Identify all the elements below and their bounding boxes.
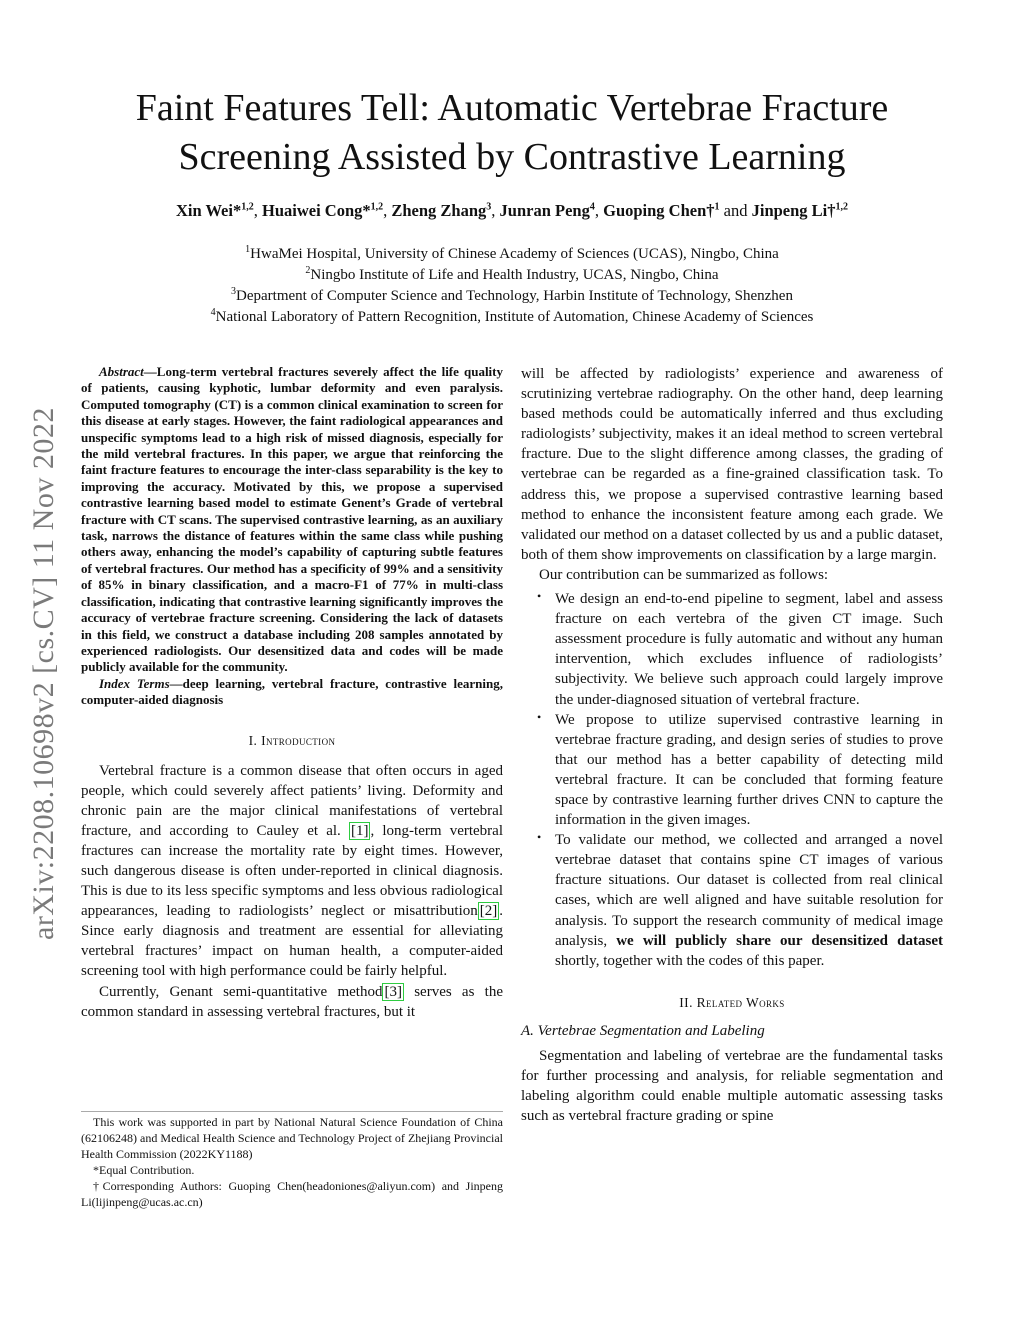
affiliation-1: $^1$HwaMei Hospital, University of Chinese Academy of Sciences (UCAS), Ningbo, China (245, 244, 779, 262)
list-item: • To validate our method, we collected and arranged a novel vertebrae dataset that contains spine CT images of various fracture situations. Our dataset is collected from real clinical cases, which are well aligned and have suitable resolution for analysis. To support the research community of medical image analysis, we will publicly share our desensitized dataset shortly, together with the codes of this paper. (537, 830, 943, 969)
segmentation-paragraph: Segmentation and labeling of vertebrae are the fundamental tasks for further processing and analysis, for reliable segmentation and labeling algorithm could enable multiple automatic assessing tasks such as vertebral fracture grading or spine (521, 1047, 943, 1125)
section-heading-related-works: II. Related Works (679, 994, 785, 1010)
affiliation-3: $^3$Department of Computer Science and Technology, Harbin Institute of Technology, Shenzhen (231, 286, 793, 304)
author-list: Xin Wei*$^{1,2}$, Huaiwei Cong*$^{1,2}$, Zheng Zhang$^3$, Junran Peng$^4$, Guoping Chen†$^1$ and Jinpeng Li†$^{1,2}$ (175, 201, 849, 220)
bullet-icon: • (537, 589, 542, 604)
footnote-funding: This work was supported in part by National Natural Science Foundation of China (62106248) and Medical Health Science and Technology Project of Zhejiang Provincial Health Commission (2022KY1188) (81, 1115, 503, 1161)
author-4: Junran Peng$^4$ (499, 201, 595, 220)
author-6: Jinpeng Li†$^{1,2}$ (751, 201, 849, 220)
paper-title (80, 84, 944, 182)
right-column (521, 364, 943, 1126)
author-conjunction: and (723, 201, 748, 220)
list-item: • We propose to utilize supervised contrastive learning in vertebrae fracture grading, and design series of studies to prove that our method has a better capability of detecting mild vertebral fracture. It can be concluded that forming feature space by contrastive learning further drives CNN to capture the information in the given images. (537, 709, 943, 829)
author-5: Guoping Chen†$^1$ (603, 201, 720, 220)
subsection-heading-segmentation: A. Vertebrae Segmentation and Labeling (521, 1022, 765, 1039)
intro-paragraph-continued: will be affected by radiologists’ experience and awareness of scrutinizing vertebrae radiography. On the other hand, deep learning based methods could be automatically inferred and thus excluding radiologists’ subjectivity, makes it an ideal method to screen vertebral fracture. Due to the slight difference among classes, the grading of vertebrae can be regarded as a fine-grained classification task. To address this, we propose a supervised contrastive learning based method to enhance the inconsistent feature among each grade. We validated our method on a dataset collected by us and a public dataset, both of them show improvements on classification by a large margin. (521, 366, 943, 563)
index-terms-text: —deep learning, vertebral fracture, contrastive learning, computer-aided diagnosis (81, 675, 503, 708)
footnote-corresponding-authors: †Corresponding Authors: Guoping Chen(headoniones@aliyun.com) and Jinpeng Li(lijinpeng@ucas.ac.cn) (81, 1179, 503, 1209)
citation-link-3[interactable]: [3] (384, 983, 402, 1000)
dataset-sharing-emphasis: we will publicly share our desensitized dataset (616, 932, 943, 949)
author-2: Huaiwei Cong*$^{1,2}$ (261, 201, 384, 220)
intro-paragraph-2: Currently, Genant semi-quantitative method [3] serves as the common standard in assessing vertebral fractures, but it (81, 983, 503, 1020)
abstract-text: —Long-term vertebral fractures severely affect the life quality of patients, causing kyphotic, lumbar deformity and even paralysis. Computed tomography (CT) is a common clinical examination to screen for this disease at early stages. However, the faint radiological appearances and unspecific symptoms lead to a high risk of missed diagnosis, especially for the mild vertebral fractures. In this paper, we argue that reinforcing the faint fracture features to encourage the inter-class separability is the key to improving the accuracy. Motivated by this, we propose a supervised contrastive learning based model to estimate Genent’s Grade of vertebral fracture with CT scans. The supervised contrastive learning, as an auxiliary task, narrows the distance of features within the same class while pushing others away, enhancing the model’s capability of capturing subtle features of vertebral fractures. Our method has a specificity of 99% and a sensitivity of 85% in binary classification, and a macro-F1 of 77% in multi-class classification, indicating that contrastive learning significantly improves the accuracy of vertebrae fracture screening. Considering the lack of datasets in this field, we construct a database including 208 samples annotated by experienced radiologists. Our desensitized data and codes will be made publicly available for the community. (81, 364, 503, 675)
index-terms (81, 676, 503, 709)
section-heading-introduction: I. Introduction (248, 732, 336, 748)
contribution-list (521, 589, 943, 971)
list-item: • We design an end-to-end pipeline to segment, label and assess fracture on each vertebra of the given CT image. Such assessment procedure is fully automatic and without any human intervention, which excludes influence of radiologists’ subjectivity. We believe such approach could largely improve the under-diagnosed situation of vertebral fracture. (537, 589, 943, 708)
abstract-label: Abstract (99, 364, 144, 379)
title-line-2: Screening Assisted by Contrastive Learning (178, 136, 846, 178)
index-terms-label: Index Terms (99, 675, 170, 691)
bullet-icon: • (537, 830, 542, 845)
affiliation-list (80, 244, 944, 328)
contribution-intro: Our contribution can be summarized as follows: (539, 566, 829, 583)
citation-link-2[interactable]: [2] (479, 903, 498, 920)
footnote-equal-contribution: *Equal Contribution. (93, 1163, 195, 1177)
arxiv-identifier: arXiv:2208.10698v2 [cs.CV] 11 Nov 2022 (27, 407, 60, 940)
abstract (81, 364, 503, 676)
title-line-1: Faint Features Tell: Automatic Vertebrae Fracture (135, 87, 889, 129)
footnotes (81, 1111, 503, 1210)
affiliation-2: $^2$Ningbo Institute of Life and Health Industry, UCAS, Ningbo, China (305, 265, 719, 283)
affiliation-4: $^4$National Laboratory of Pattern Recognition, Institute of Automation, Chinese Academy of Sciences (210, 307, 814, 325)
bullet-icon: • (537, 709, 542, 724)
left-column (81, 364, 503, 1022)
intro-paragraph-1: Vertebral fracture is a common disease that often occurs in aged people, which could severely affect patients’ living. Deformity and chronic pain are the major clinical manifestations of vertebral fracture, and according to Cauley et al. [1] , long-term vertebral fractures can increase the mortality rate by eight times. However, such dangerous disease is often under-reported in clinical diagnosis. This is due to its less specific symptoms and less obvious radiological appearances, leading to radiologists’ neglect or misattribution [2] . Since early diagnosis and treatment are essential for alleviating vertebral fractures’ impact on human health, a computer-aided screening tool with high performance could be fairly helpful. (81, 762, 503, 980)
author-1: Xin Wei*$^{1,2}$ (175, 201, 254, 220)
citation-link-1[interactable]: [1] (350, 822, 369, 839)
author-3: Zheng Zhang$^3$ (391, 201, 492, 220)
